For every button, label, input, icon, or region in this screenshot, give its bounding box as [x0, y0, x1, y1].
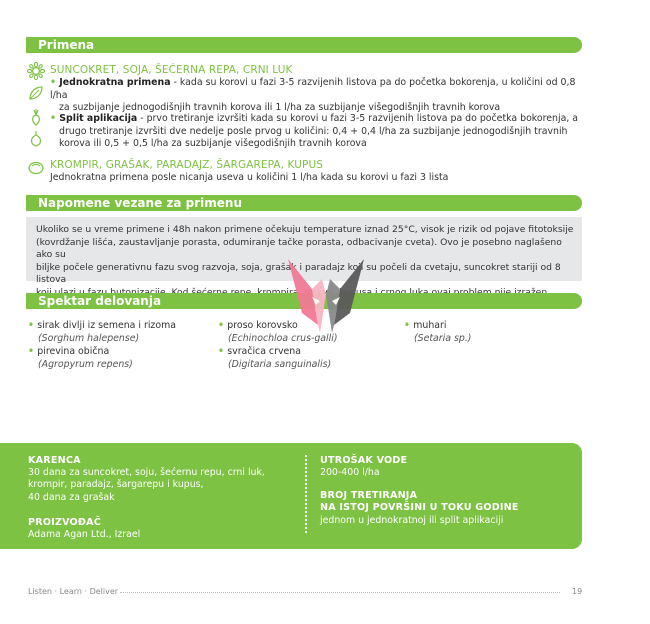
proizvodjac-value: Adama Agan Ltd., Izrael: [28, 529, 141, 540]
weed-item: • proso korovsko (Echinochloa crus-galli): [218, 320, 338, 344]
page-number: 19: [572, 587, 583, 596]
karenca-line: 40 dana za grašak: [28, 491, 115, 503]
onion-icon: [27, 130, 45, 148]
weed-latin: (Digitaria sanguinalis): [228, 358, 332, 370]
weed-latin: (Sorghum halepense): [38, 332, 140, 344]
item-text: - prvo tretiranje izvršiti kada su korovi u fazi 3-5 razvijenih listova pa do početka bokorenja, a: [137, 113, 579, 124]
karenca-line: krompir, paradajz, šargarepu i kupus,: [28, 479, 204, 491]
crop-heading-1: SUNCOKRET, SOJA, ŠEĆERNA REPA, CRNI LUK: [50, 64, 293, 76]
weed-item: • sirak divlji iz semena i rizoma (Sorghum halepense): [28, 320, 176, 344]
weed-item: • svračica crvena (Digitaria sanguinalis): [218, 346, 332, 370]
item-text: za suzbijanje jednogodišnjih travnih korova ili 1 l/ha za suzbijanje višegodišnjih travnih korova: [59, 102, 501, 114]
application-item-1: • Jednokratna primena - kada su korovi u fazi 3-5 razvijenih listova pa do početka bokorenja, u količini od 0,8 l/ha za suzbijanje jednogodišnjih travnih korova ili 1 l/ha za suzbijanje višegodišnjih travnih korova: [50, 77, 580, 115]
broj-label: [320, 490, 519, 513]
crop-heading-2: KROMPIR, GRAŠAK, PARADAJZ, ŠARGAREPA, KUPUS: [50, 159, 324, 171]
divider: [305, 455, 307, 533]
broj-label-line: NA ISTOJ POVRŠINI U TOKU GODINE: [320, 502, 519, 513]
weed-name: svračica crvena: [227, 346, 301, 357]
broj-label-line: BROJ TRETIRANJA: [320, 490, 418, 501]
soybean-icon: [27, 84, 45, 102]
note-line: Ukoliko se u vreme primene i 48h nakon primene očekuju temperature iznad 25°C, visok je rizik od pojave fitotoksije: [36, 224, 574, 235]
footer-tagline: Listen · Learn · Deliver: [28, 587, 119, 596]
section-title: Napomene vezane za primenu: [38, 196, 242, 210]
item-text: drugo tretiranje izvršiti dve nedelje posle prvog u količini: 0,4 + 0,4 l/ha za suzbijanje jednogodišnjih travnih: [59, 125, 568, 137]
utrosak-label: UTROŠAK VODE: [320, 455, 408, 466]
broj-value: jednom u jednokratnoj ili split aplikaciji: [320, 515, 504, 526]
proizvodjac-label: PROIZVOĐAČ: [28, 517, 102, 528]
section-title: Spektar delovanja: [38, 294, 162, 308]
info-box: [0, 443, 582, 549]
note-line: biljke počele generativnu fazu svog razvoja, soja, grašak i paradajz koji su počeli da cvetaju, suncokret stariji od 8 listova: [36, 261, 561, 286]
footer-divider: [120, 592, 560, 593]
item-title: Jednokratna primena: [59, 77, 171, 88]
sugar-beet-icon: [27, 108, 45, 126]
vegetable-icon: [27, 158, 45, 176]
weed-item: • pirevina obična (Agropyrum repens): [28, 346, 133, 370]
weed-latin: (Echinochloa crus-galli): [228, 332, 338, 344]
section-title: Primena: [38, 38, 95, 52]
karenca-line: 30 dana za suncokret, soju, šećernu repu, crni luk,: [28, 467, 265, 478]
weed-item: • muhari (Setaria sp.): [404, 320, 472, 344]
weed-name: muhari: [413, 320, 447, 331]
item-text: korova ili 0,5 + 0,5 l/ha za suzbijanje višegodišnjih travnih korova: [59, 138, 367, 150]
section-header-napomene: [26, 195, 582, 211]
utrosak-value: 200-400 l/ha: [320, 467, 380, 478]
weed-latin: (Setaria sp.): [414, 332, 472, 344]
karenca-label: KARENCA: [28, 455, 81, 466]
note-line: (kovrdžanje lišća, zaustavljanje porasta, odumiranje tačke porasta, odbacivanje cveta). Ovo je posebno naglašeno ako su: [36, 236, 562, 261]
crop-2-text: Jednokratna primena posle nicanja useva u količini 1 l/ha kada su korovi u fazi 3 lista: [50, 172, 449, 183]
item-title: Split aplikacija: [59, 113, 138, 124]
sunflower-icon: [27, 62, 45, 80]
fox-watermark-logo: [282, 255, 370, 343]
section-header-primena: [26, 37, 582, 53]
weed-name: pirevina obična: [37, 346, 110, 357]
weed-latin: (Agropyrum repens): [38, 358, 133, 370]
item-text: - kada su korovi u fazi 3-5 razvijenih listova pa do početka bokorenja, u količini od 0,8 l/ha: [50, 77, 576, 101]
karenca-value: [28, 467, 265, 504]
application-item-2: • Split aplikacija - prvo tretiranje izvršiti kada su korovi u fazi 3-5 razvijenih listova pa do početka bokorenja, a drugo tretiranje izvršiti dve nedelje posle prvog u količini: 0,4 + 0,4 l/ha za suzbijanje jednogodišnjih travnih korova ili 0,5 + 0,5 l/ha za suzbijanje višegodišnjih travnih korova: [50, 113, 579, 150]
weed-name: proso korovsko: [227, 320, 298, 331]
weed-name: sirak divlji iz semena i rizoma: [37, 320, 176, 331]
